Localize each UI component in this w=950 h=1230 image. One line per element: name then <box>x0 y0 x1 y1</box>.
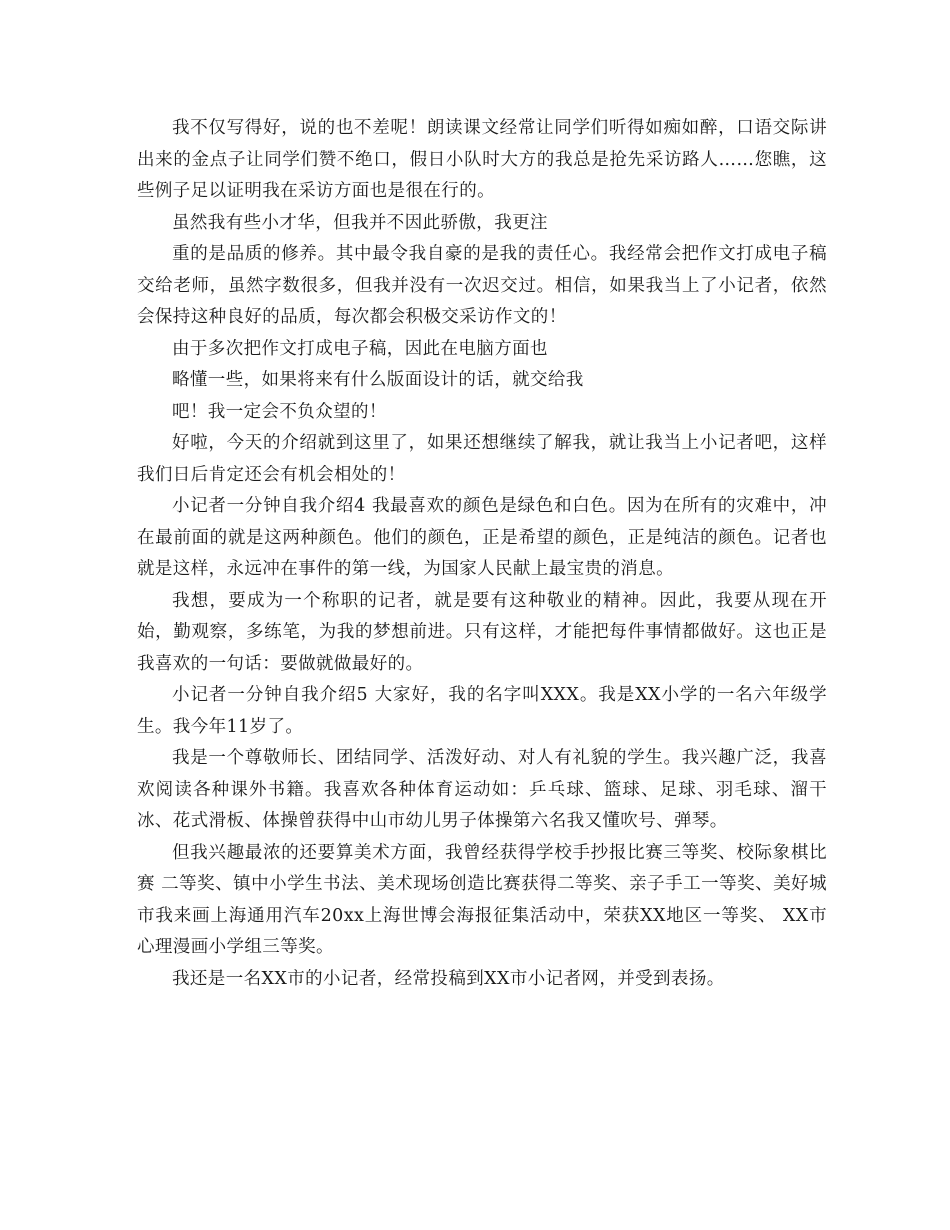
paragraph: 重的是品质的修养。其中最令我自豪的是我的责任心。我经常会把作文打成电子稿交给老师，虽然字数很多，但我并没有一次迟交过。相信，如果我当上了小记者，依然会保持这种良好的品质，每次都会积极交采访作文的！ <box>137 244 827 327</box>
paragraph: 但我兴趣最浓的还要算美术方面，我曾经获得学校手抄报比赛三等奖、校际象棋比赛 二等奖、镇中小学生书法、美术现场创造比赛获得二等奖、亲子手工一等奖、美好城市我来画上海通用汽车20xx上海世博会海报征集活动中，荣获XX地区一等奖、 XX市心理漫画小学组三等奖。 <box>137 842 827 957</box>
paragraph: 小记者一分钟自我介绍4 我最喜欢的颜色是绿色和白色。因为在所有的灾难中，冲在最前面的就是这两种颜色。他们的颜色，正是希望的颜色，正是纯洁的颜色。记者也就是这样，永远冲在事件的第一线，为国家人民献上最宝贵的消息。 <box>137 496 827 579</box>
paragraph: 略懂一些，如果将来有什么版面设计的话，就交给我 <box>172 370 584 390</box>
paragraph: 我还是一名XX市的小记者，经常投稿到XX市小记者网，并受到表扬。 <box>172 968 725 989</box>
paragraph: 小记者一分钟自我介绍5 大家好，我的名字叫XXX。我是XX小学的一名六年级学生。我今年11岁了。 <box>137 685 827 737</box>
paragraph: 我是一个尊敬师长、团结同学、活泼好动、对人有礼貌的学生。我兴趣广泛，我喜欢阅读各种课外书籍。我喜欢各种体育运动如：乒乓球、篮球、足球、羽毛球、溜干冰、花式滑板、体操曾获得中山市幼儿男子体操第六名我又懂吹号、弹琴。 <box>137 748 827 831</box>
paragraph: 好啦，今天的介绍就到这里了，如果还想继续了解我，就让我当上小记者吧，这样我们日后肯定还会有机会相处的！ <box>137 433 827 485</box>
paragraph: 虽然我有些小才华，但我并不因此骄傲，我更注 <box>172 212 548 233</box>
paragraph: 吧！我一定会不负众望的！ <box>172 401 387 422</box>
paragraph: 我不仅写得好，说的也不差呢！朗读课文经常让同学们听得如痴如醉，口语交际讲出来的金点子让同学们赞不绝口，假日小队时大方的我总是抢先采访路人……您瞧，这些例子足以证明我在采访方面也是很在行的。 <box>137 118 827 201</box>
paragraph: 我想，要成为一个称职的记者，就是要有这种敬业的精神。因此，我要从现在开始，勤观察，多练笔，为我的梦想前进。只有这样，才能把每件事情都做好。这也正是我喜欢的一句话：要做就做最好的。 <box>137 590 827 674</box>
document-body <box>137 113 827 995</box>
paragraph: 由于多次把作文打成电子稿，因此在电脑方面也 <box>172 338 548 359</box>
